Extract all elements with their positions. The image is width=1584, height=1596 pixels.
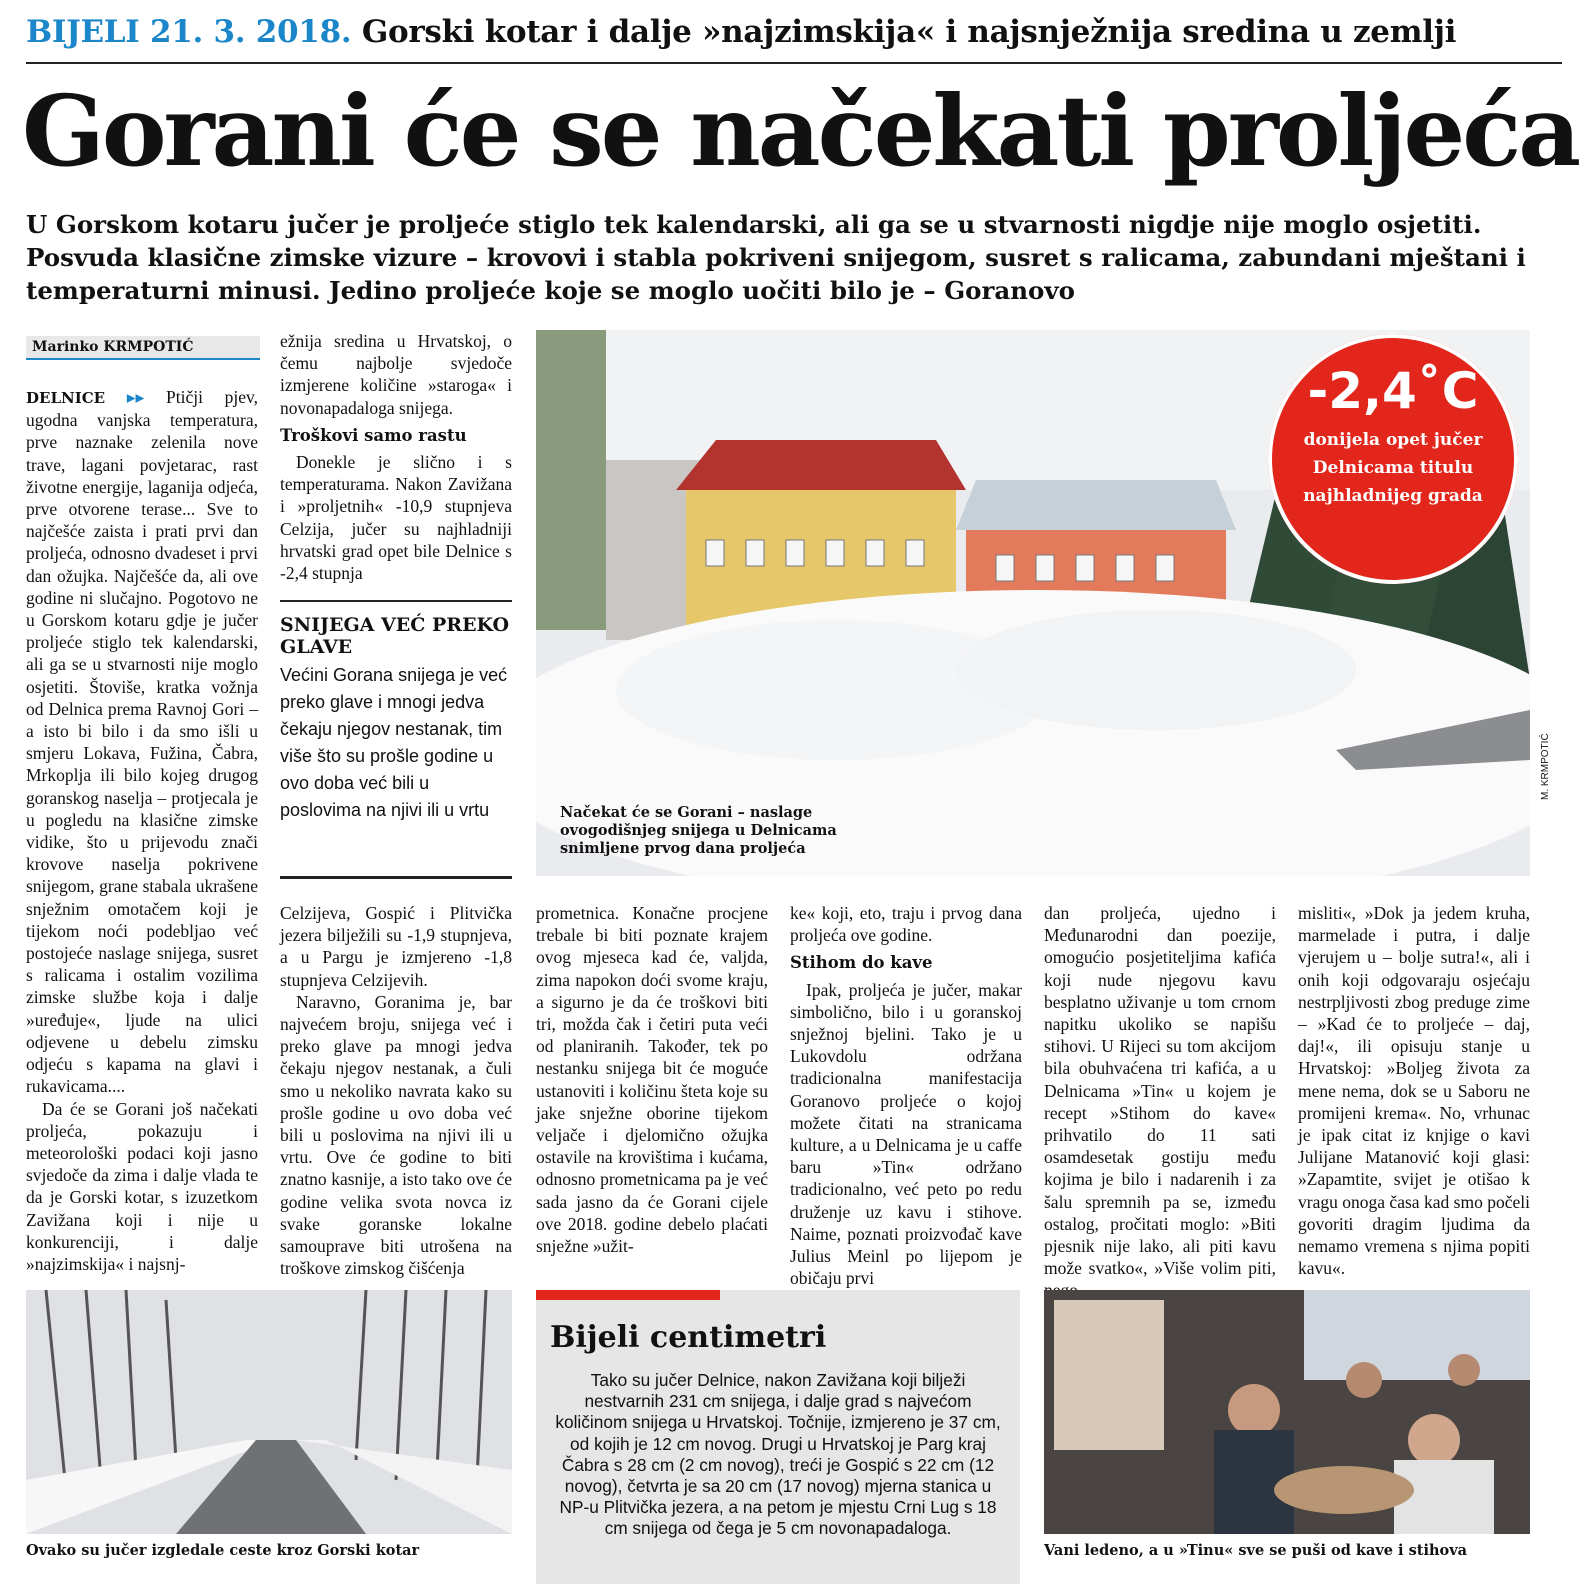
cafe-photo bbox=[1044, 1290, 1530, 1534]
paragraph: ke« koji, eto, traju i prvog dana proljeća ove godine. bbox=[790, 903, 1022, 946]
top-rule bbox=[26, 62, 1562, 64]
article-column-6 bbox=[1298, 902, 1530, 1279]
highlight-box bbox=[280, 600, 512, 824]
snowy-road-photo bbox=[26, 1290, 512, 1534]
byline: Marinko KRMPOTIĆ bbox=[26, 336, 260, 360]
cafe-interior-photo bbox=[1044, 1290, 1530, 1534]
info-box-title: Bijeli centimetri bbox=[550, 1320, 827, 1355]
road-photo bbox=[26, 1290, 512, 1534]
paragraph: prometnica. Konačne procjene trebale bi biti poznate krajem ovog mjeseca kad će, valjda, zima napokon doći svome kraju, a sigurno je da će troškovi biti tri, možda čak i četiri puta veći od planiranih. Također, tek po nestanku snijega bit će moguće ustanoviti i količinu šteta koje su jake snježne oborine tijekom veljače i djelomično ožujka ostavile na krovištima i kućama, odnosno prometnicama pa je već sada jasno da će Gorani cijele ove 2018. godine debelo plaćati snježne »užit- bbox=[536, 903, 768, 1257]
divider bbox=[280, 876, 512, 879]
road-photo-caption: Ovako su jučer izgledale ceste kroz Gorski kotar bbox=[26, 1542, 420, 1559]
info-box-text: Tako su jučer Delnice, nakon Zavižana koji bilježi nestvarnih 231 cm snijega, i dalje grad s najvećom količinom snijega u Hrvatskoj. Točnije, izmjereno je 37 cm, od kojih je 12 cm novog. Drugi u Hrvatskoj je Parg kraj Čabra s 28 cm (2 cm novog), treći je Gospić s 22 cm (12 novog), četvrta je sa 20 cm (17 novog) mjerna stanica u NP-u Plitvička jezera, a na petom je mjestu Crni Lug s 18 cm snijega od čega je 5 cm novonapadaloga. bbox=[555, 1370, 1001, 1539]
paragraph: Ptičji pjev, ugodna vanjska temperatura, prve naznake zelenila nove trave, lagani povjetarac, rast životne energije, laganija odjeća, prve otvorene terase... Sve to najčešće zaista i prati prvi dan proljeća, odnosno dvadeset i prvi dan ožujka. Najčešće da, ali ove godine ni slučajno. Pogotovo ne u Gorskom kotaru gdje je jučer proljeće stiglo tek kalendarski, ali ga se u stvarnosti nije moglo osjetiti. Štoviše, kratka vožnja od Delnica prema Ravnoj Gori – a isto bi bilo i da smo išli u smjeru Lokava, Fužina, Čabra, Mrkoplja ili bilo kojeg drugog goranskog naselja – protjecala je u pogledu na klasične zimske vidike, što u prijevodu znači krovove naselja pokrivene snijegom, grane stabala ukrašene snježnim omotačem koji je tijekom noći podebljao već postojeće naslage snijega, susret s ralicama i ostalim vozilima zimske službe koja i dalje »uređuje«, ljude na ulici odjevene u debelu zimsku odjeću s kapama na glavi i rukavicama.... bbox=[26, 387, 258, 1097]
cafe-photo-caption: Vani ledeno, a u »Tinu« sve se puši od kave i stihova bbox=[1044, 1542, 1468, 1559]
kicker bbox=[26, 14, 1456, 50]
kicker-label: BIJELI 21. 3. 2018. bbox=[26, 14, 352, 50]
article-column-5 bbox=[1044, 902, 1276, 1302]
subheading: Troškovi samo rastu bbox=[280, 425, 467, 445]
article-column-1 bbox=[26, 386, 258, 1275]
article-column-4 bbox=[790, 902, 1022, 1289]
article-column-2 bbox=[280, 330, 512, 584]
temperature-text: donijela opet jučer Delnicama titulu najhladnijeg grada bbox=[1303, 430, 1483, 506]
paragraph: Naravno, Goranima je, bar najvećem broju, snijega već i preko glave pa mnogi jedva čekaju njegov nestanak, a čuli smo u nekoliko navrata kako su prošle godine u ovo doba već bili u poslovima na njivi ili u vrtu. Ove će godine to biti znatno kasnije, a isto tako ove će godine velika svota novca iz svake goranske lokalne samouprave biti utrošena na troškove zimskog čišćenja bbox=[280, 991, 512, 1279]
temperature-badge bbox=[1268, 334, 1518, 584]
kicker-title: Gorski kotar i dalje »najzimskija« i najsnježnija sredina u zemlji bbox=[361, 14, 1457, 50]
paragraph: Ipak, proljeća je jučer, makar simbolično, bilo i u goranskoj snježnoj bjelini. Tako je u Lukovdolu održana tradicionalna manifestacija Goranovo proljeće o kojoj možete čitati na stranicama kulture, a u Delnicama je u caffe baru »Tin« održano tradicionalno, već peto po redu druženje uz kavu i stihove. Naime, poznati proizvođač kave Julius Meinl po lijepom je običaju prvi bbox=[790, 979, 1022, 1289]
paragraph: Da će se Gorani još načekati proljeća, pokazuju i meteorološki podaci koji jasno svjedoče da zima i dalje vlada te da je Gorski kotar, s izuzetkom Zavižana koji i nije u konkurenciji, i dalje »najzimskija« i najsnj- bbox=[26, 1098, 258, 1274]
article-column-2b bbox=[280, 902, 512, 1279]
main-photo-caption: Načekat će se Gorani – naslage ovogodišnjeg snijega u Delnicama snimljene prvog dana proljeća bbox=[560, 804, 837, 857]
paragraph: misliti«, »Dok ja jedem kruha, marmelade i putra, i dalje vjerujem u – bolje sutra!«, ali i onih koji odgovaraju osjećaju nestrpljivosti zbog preduge zime – »Kad će to proljeće – daj, daj!«, ili opisuju stanje u Hrvatskoj: »Boljeg života za mene nema, dok se u Saboru ne promijeni krema«. No, vrhunac je ipak citat iz knjige o kavi Julijane Matanović koji glasi: »Zapamtite, svijet je otišao k vragu onoga časa kad smo počeli govoriti dragim ljudima da nemamo vremena s njima popiti kavu«. bbox=[1298, 903, 1530, 1279]
paragraph: Donekle je slično i s temperaturama. Nakon Zavižana i »proljetnih« -10,9 stupnjeva Celzija, jučer su najhladniji hrvatski grad opet bile Delnice s -2,4 stupnja bbox=[280, 452, 512, 584]
lead-paragraph: U Gorskom kotaru jučer je proljeće stiglo tek kalendarski, ali ga se u stvarnosti nigdje nije moglo osjetiti. Posvuda klasične zimske vizure – krovovi i stabla pokriveni snijegom, susret s ralicama, zabundani mještani i temperaturni minusi. Jedino proljeće koje se moglo uočiti bilo je – Goranovo bbox=[26, 210, 1526, 305]
highlight-text: Većini Gorana snijega je već preko glave i mnogi jedva čekaju njegov nestanak, tim više što su prošle godine u ovo doba već bili u poslovima na njivi ili u vrtu bbox=[280, 665, 508, 820]
headline: Gorani će se načekati proljeća bbox=[22, 74, 1579, 188]
paragraph: Celzijeva, Gospić i Plitvička jezera bilježili su -1,9 stupnjeva, a u Pargu je izmjereno -1,8 stupnjeva Celzijevih. bbox=[280, 903, 512, 990]
subheading: Stihom do kave bbox=[790, 953, 933, 973]
info-box bbox=[536, 1290, 1020, 1584]
highlight-title: SNIJEGA VEĆ PREKO GLAVE bbox=[280, 614, 510, 658]
info-box-accent bbox=[536, 1290, 720, 1300]
dateline: DELNICE bbox=[26, 389, 106, 407]
article-column-3 bbox=[536, 902, 768, 1257]
dateline-arrow-icon: ▸▸ bbox=[126, 387, 145, 407]
temperature-value: -2,4˚C bbox=[1307, 362, 1479, 420]
paragraph: dan proljeća, ujedno i Međunarodni dan poezije, omogućio posjetiteljima kafića koji nude njegovu kavu besplatno uživanje u tom crnom napitku ukoliko se napišu stihovi. U Rijeci su tom akcijom bila obuhvaćena tri kafića, a u Delnicama »Tin« u kojem je recept »Stihom do kave« prihvatilo do 11 sati osamdesetak gostiju među kojima je bilo i nadarenih i za šalu spremnih pa se, između ostalog, pročitati moglo: »Biti pjesnik nije lako, ali piti kavu može svatko«, »Više volim piti, bbox=[1044, 903, 1276, 1279]
photo-credit: M. KRMPOTIĆ bbox=[1540, 733, 1551, 800]
paragraph: ežnija sredina u Hrvatskoj, o čemu najbolje svjedoče izmjerene količine »staroga« i novonapadaloga snijega. bbox=[280, 331, 512, 418]
